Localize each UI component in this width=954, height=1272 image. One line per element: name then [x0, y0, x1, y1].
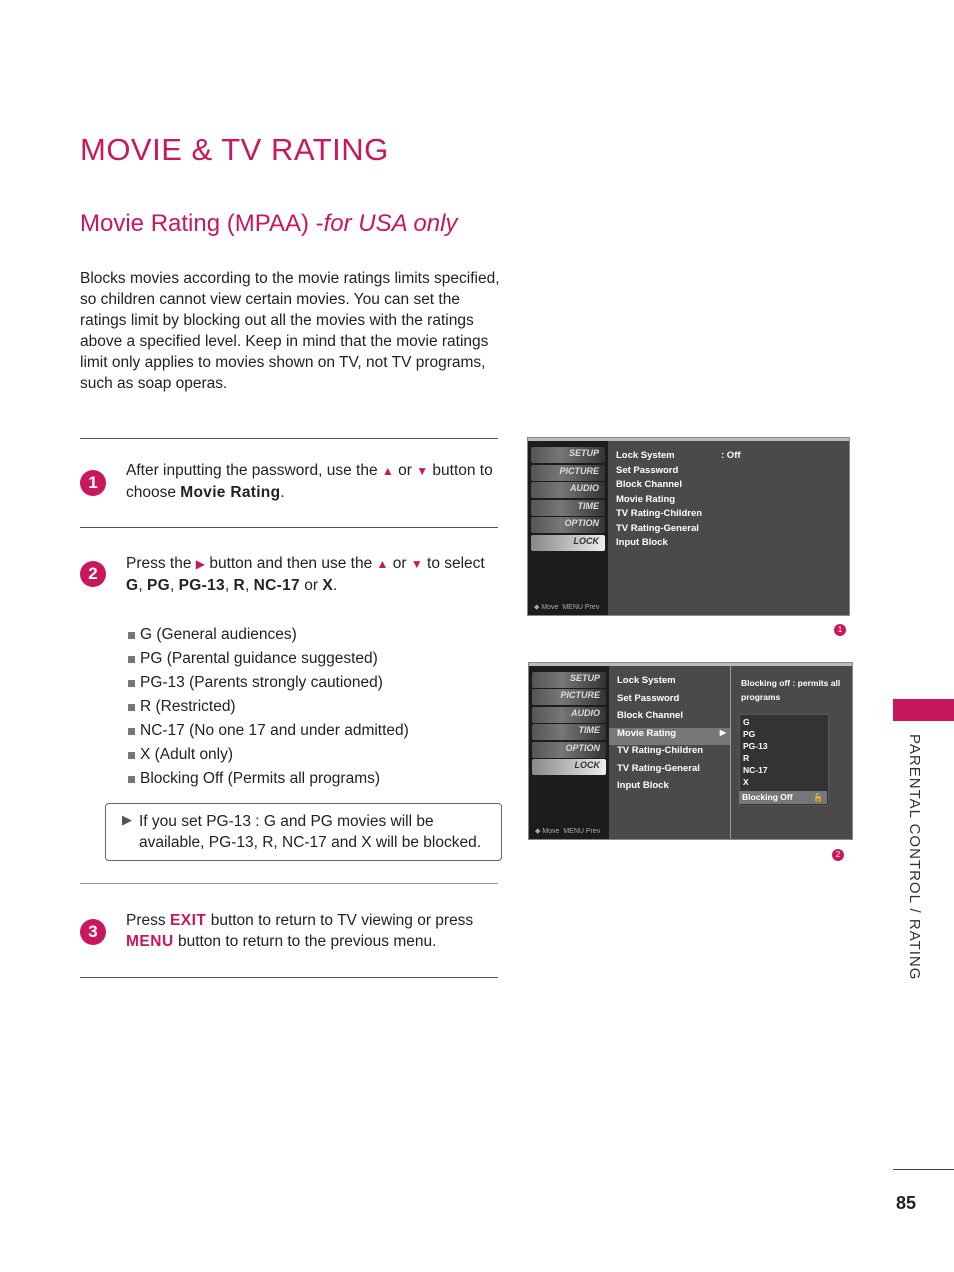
blocking-off-option: Blocking Off 🔓	[739, 791, 827, 804]
menu-audio: AUDIO	[532, 707, 606, 723]
up-arrow-icon: ▲	[376, 557, 389, 571]
right-arrow-icon: ▶	[719, 727, 726, 737]
list-item: Blocking Off (Permits all programs)	[128, 767, 409, 791]
right-arrow-icon: ▶	[195, 557, 206, 571]
step-2-text: Press the ▶ button and then use the ▲ or ▼ to select G, PG, PG-13, R, NC-17 or X.	[126, 555, 485, 594]
section-subtitle: Movie Rating (MPAA) -for USA only	[80, 210, 458, 237]
nav-hint: ◆ Move MENU Prev	[535, 828, 601, 835]
up-arrow-icon: ▲	[381, 464, 394, 478]
menu-lock: LOCK	[531, 535, 605, 551]
divider	[80, 977, 498, 978]
step-number: 1	[80, 470, 106, 496]
callout-badge: 1	[834, 624, 846, 636]
menu-lock: LOCK	[532, 759, 606, 775]
help-text: Blocking off : permits all programs	[741, 678, 841, 702]
step-number: 2	[80, 561, 106, 587]
intro-paragraph: Blocks movies according to the movie ratings limits specified, so children cannot view certain movies. You can set the ratings limit by blocking out all the movies with the ratings above a specified level. Keep in mind that the movie ratings limit only applies to movies shown on TV, not TV programs, such as soap operas.	[80, 270, 500, 392]
callout-badge: 2	[832, 849, 844, 861]
unlock-icon: 🔓	[813, 793, 823, 802]
menu-picture: PICTURE	[531, 465, 605, 481]
page-number: 85	[896, 1193, 917, 1213]
menu-sidebar	[529, 666, 609, 839]
list-item: NC-17 (No one 17 and under admitted)	[128, 719, 409, 743]
divider	[80, 527, 498, 528]
step-3-text: Press EXIT button to return to TV viewing or press MENU button to return to the previous menu.	[126, 912, 474, 950]
page-title: MOVIE & TV RATING	[80, 132, 389, 167]
list-item: PG-13 (Parents strongly cautioned)	[128, 671, 409, 695]
side-section-label: PARENTAL CONTROL / RATING	[906, 734, 923, 981]
menu-option: OPTION	[531, 517, 605, 533]
menu-audio: AUDIO	[531, 482, 605, 498]
rating-options: G PG PG-13 R NC-17 X	[739, 714, 829, 806]
section-tab	[893, 699, 954, 721]
note-box	[105, 803, 502, 861]
menu-items: Lock System Set Password Block Channel Movie Rating TV Rating-Children TV Rating-General Input Block	[616, 450, 703, 548]
menu-setup: SETUP	[532, 672, 606, 688]
divider	[80, 883, 498, 884]
down-arrow-icon: ▼	[410, 557, 423, 571]
step-number: 3	[80, 919, 106, 945]
selected-item: Movie Rating ▶	[609, 728, 730, 746]
list-item: G (General audiences)	[128, 623, 409, 647]
step-1-text: After inputting the password, use the ▲ or ▼ button to choose Movie Rating.	[126, 462, 493, 501]
nav-hint: ◆ Move MENU Prev	[534, 604, 600, 611]
divider	[80, 438, 498, 439]
down-arrow-icon: ▼	[416, 464, 429, 478]
menu-time: TIME	[532, 724, 606, 740]
menu-sidebar	[528, 441, 608, 615]
list-item: PG (Parental guidance suggested)	[128, 647, 409, 671]
note-text: If you set PG-13 : G and PG movies will be available, PG-13, R, NC-17 and X will be blocked.	[139, 813, 482, 851]
list-item: R (Restricted)	[128, 695, 409, 719]
menu-items: Lock System Set Password Block Channel Movie Rating ▶ TV Rating-Children TV Rating-General Input Block	[617, 675, 730, 798]
tv-menu-screenshot-1	[527, 437, 850, 616]
list-item: X (Adult only)	[128, 743, 409, 767]
menu-picture: PICTURE	[532, 689, 606, 705]
menu-option: OPTION	[532, 742, 606, 758]
lock-value: : Off	[721, 450, 741, 461]
divider	[893, 1169, 954, 1170]
menu-setup: SETUP	[531, 447, 605, 463]
rating-list	[128, 623, 409, 791]
tv-menu-screenshot-2	[528, 662, 853, 840]
note-arrow-icon: ▶	[122, 812, 132, 827]
menu-time: TIME	[531, 500, 605, 516]
